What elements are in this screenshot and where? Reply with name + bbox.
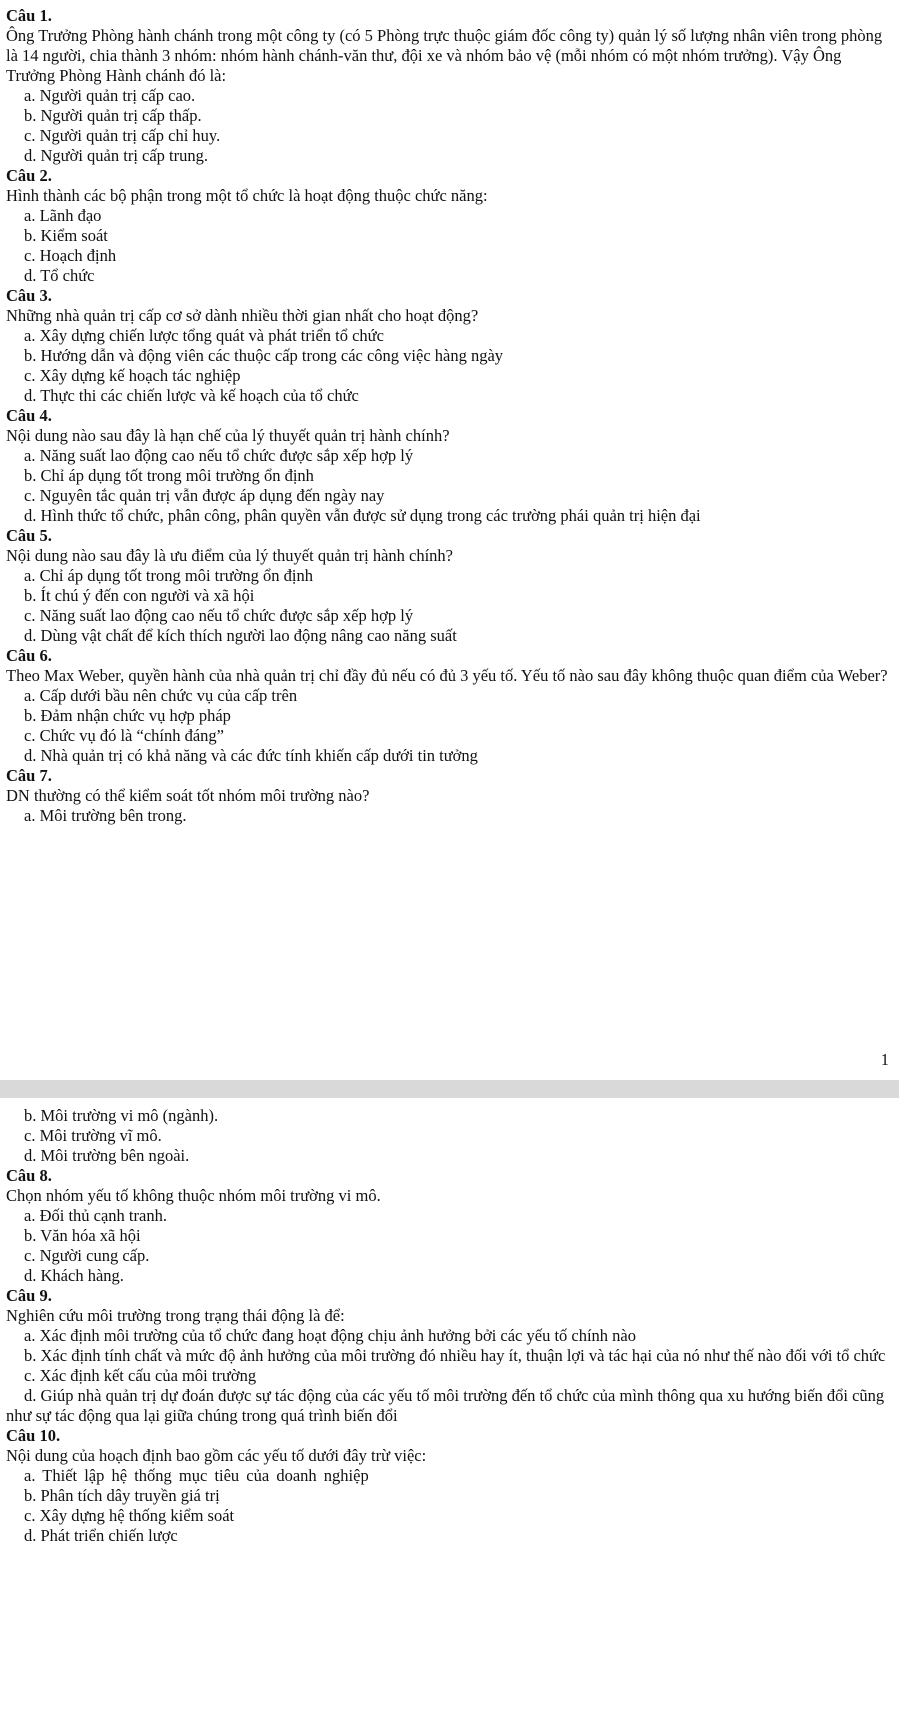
answer-option-a: a. Người quản trị cấp cao. bbox=[24, 86, 196, 105]
answer-option-c: c. Xác định kết cấu của môi trường bbox=[24, 1366, 257, 1385]
answer-option-b: b. Xác định tính chất và mức độ ảnh hưởng của môi trường đó nhiều hay ít, thuận lợi và tác hại của nó như thế nào đối với tổ chức bbox=[24, 1346, 886, 1365]
question-stem: Những nhà quản trị cấp cơ sở dành nhiều thời gian nhất cho hoạt động? bbox=[6, 306, 479, 325]
page-separator bbox=[0, 1080, 899, 1098]
question-stem: Theo Max Weber, quyền hành của nhà quản trị chỉ đầy đủ nếu có đủ 3 yếu tố. Yếu tố nào sau đây không thuộc quan điểm của Weber? bbox=[6, 666, 888, 685]
question-10 bbox=[6, 1426, 894, 1546]
answer-option-c: c. Người cung cấp. bbox=[24, 1246, 150, 1265]
question-title: Câu 3. bbox=[6, 286, 52, 305]
answer-option-b: b. Kiểm soát bbox=[24, 226, 108, 245]
answer-option-a: a. Thiết lập hệ thống mục tiêu của doanh nghiệp bbox=[24, 1466, 369, 1485]
answer-option-d: d. Người quản trị cấp trung. bbox=[24, 146, 209, 165]
answer-option-c: c. Nguyên tắc quản trị vẫn được áp dụng đến ngày nay bbox=[24, 486, 385, 505]
question-title: Câu 10. bbox=[6, 1426, 61, 1445]
document-page-2 bbox=[0, 1098, 899, 1717]
question-title: Câu 1. bbox=[6, 6, 52, 25]
question-stem: Nội dung của hoạch định bao gồm các yếu tố dưới đây trừ việc: bbox=[6, 1446, 427, 1465]
answer-option-b: b. Đảm nhận chức vụ hợp pháp bbox=[24, 706, 231, 725]
question-title: Câu 8. bbox=[6, 1166, 52, 1185]
answer-option-b: b. Ít chú ý đến con người và xã hội bbox=[24, 586, 255, 605]
answer-option-a: a. Môi trường bên trong. bbox=[24, 806, 187, 825]
answer-option-d: d. Khách hàng. bbox=[24, 1266, 124, 1285]
question-title: Câu 9. bbox=[6, 1286, 52, 1305]
question-4 bbox=[6, 406, 894, 526]
answer-option-d: d. Nhà quản trị có khả năng và các đức tính khiến cấp dưới tin tưởng bbox=[24, 746, 478, 765]
answer-option-b: b. Người quản trị cấp thấp. bbox=[24, 106, 202, 125]
question-title: Câu 6. bbox=[6, 646, 52, 665]
answer-option-d: d. Dùng vật chất để kích thích người lao động nâng cao năng suất bbox=[24, 626, 457, 645]
answer-option-a: a. Cấp dưới bầu nên chức vụ của cấp trên bbox=[24, 686, 298, 705]
question-7-continuation bbox=[6, 1106, 894, 1166]
answer-option-d: d. Giúp nhà quản trị dự đoán được sự tác động của các yếu tố môi trường đến tổ chức của mình thông qua xu hướng biến đổi cũng như sự tác động qua lại giữa chúng trong quá trình biến đổi bbox=[6, 1386, 885, 1425]
answer-option-c: c. Người quản trị cấp chỉ huy. bbox=[24, 126, 221, 145]
question-title: Câu 7. bbox=[6, 766, 52, 785]
answer-option-c: c. Hoạch định bbox=[24, 246, 117, 265]
question-title: Câu 5. bbox=[6, 526, 52, 545]
question-stem: Ông Trưởng Phòng hành chánh trong một công ty (có 5 Phòng trực thuộc giám đốc công ty) quản lý số lượng nhân viên trong phòng là 14 người, chia thành 3 nhóm: nhóm hành chánh-văn thư, đội xe và nhóm bảo vệ (mỗi nhóm có một nhóm trưởng). Vậy Ông Trưởng Phòng Hành chánh đó là: bbox=[6, 26, 883, 85]
question-7 bbox=[6, 766, 894, 826]
answer-option-d: d. Tổ chức bbox=[24, 266, 95, 285]
answer-option-b: b. Văn hóa xã hội bbox=[24, 1226, 141, 1245]
answer-option-c: c. Chức vụ đó là “chính đáng” bbox=[24, 726, 225, 745]
answer-option-c: c. Xây dựng kế hoạch tác nghiệp bbox=[24, 366, 241, 385]
answer-option-a: a. Lãnh đạo bbox=[24, 206, 102, 225]
question-8 bbox=[6, 1166, 894, 1286]
question-stem: Nội dung nào sau đây là ưu điểm của lý thuyết quản trị hành chính? bbox=[6, 546, 453, 565]
answer-option-c: c. Xây dựng hệ thống kiểm soát bbox=[24, 1506, 235, 1525]
page-1-content bbox=[6, 6, 894, 826]
answer-option-d: d. Thực thi các chiến lược và kế hoạch của tổ chức bbox=[24, 386, 359, 405]
question-stem: Hình thành các bộ phận trong một tổ chức là hoạt động thuộc chức năng: bbox=[6, 186, 488, 205]
question-3 bbox=[6, 286, 894, 406]
question-stem: DN thường có thể kiểm soát tốt nhóm môi trường nào? bbox=[6, 786, 370, 805]
question-title: Câu 2. bbox=[6, 166, 52, 185]
question-title: Câu 4. bbox=[6, 406, 52, 425]
answer-option-a: a. Đối thủ cạnh tranh. bbox=[24, 1206, 167, 1225]
answer-option-b: b. Phân tích dây truyền giá trị bbox=[24, 1486, 220, 1505]
question-9 bbox=[6, 1286, 894, 1426]
question-2 bbox=[6, 166, 894, 286]
answer-option-b: b. Môi trường vi mô (ngành). bbox=[24, 1106, 219, 1125]
question-1 bbox=[6, 6, 894, 166]
answer-option-b: b. Chỉ áp dụng tốt trong môi trường ổn định bbox=[24, 466, 314, 485]
question-stem: Chọn nhóm yếu tố không thuộc nhóm môi trường vi mô. bbox=[6, 1186, 381, 1205]
answer-option-a: a. Năng suất lao động cao nếu tổ chức được sắp xếp hợp lý bbox=[24, 446, 414, 465]
question-5 bbox=[6, 526, 894, 646]
answer-option-a: a. Xác định môi trường của tổ chức đang hoạt động chịu ảnh hưởng bởi các yếu tố chính nào bbox=[24, 1326, 637, 1345]
answer-option-d: d. Phát triển chiến lược bbox=[24, 1526, 178, 1545]
answer-option-a: a. Xây dựng chiến lược tổng quát và phát triển tổ chức bbox=[24, 326, 384, 345]
question-stem: Nghiên cứu môi trường trong trạng thái động là để: bbox=[6, 1306, 345, 1325]
answer-option-a: a. Chỉ áp dụng tốt trong môi trường ổn định bbox=[24, 566, 313, 585]
answer-option-b: b. Hướng dẫn và động viên các thuộc cấp trong các công việc hàng ngày bbox=[24, 346, 504, 365]
page-number: 1 bbox=[880, 1050, 889, 1069]
answer-option-c: c. Môi trường vĩ mô. bbox=[24, 1126, 162, 1145]
page-2-content bbox=[6, 1106, 894, 1546]
answer-option-d: d. Môi trường bên ngoài. bbox=[24, 1146, 190, 1165]
answer-option-d: d. Hình thức tổ chức, phân công, phân quyền vẫn được sử dụng trong các trường phái quản trị hiện đại bbox=[24, 506, 701, 525]
question-6 bbox=[6, 646, 894, 766]
answer-option-c: c. Năng suất lao động cao nếu tổ chức được sắp xếp hợp lý bbox=[24, 606, 414, 625]
question-stem: Nội dung nào sau đây là hạn chế của lý thuyết quản trị hành chính? bbox=[6, 426, 450, 445]
